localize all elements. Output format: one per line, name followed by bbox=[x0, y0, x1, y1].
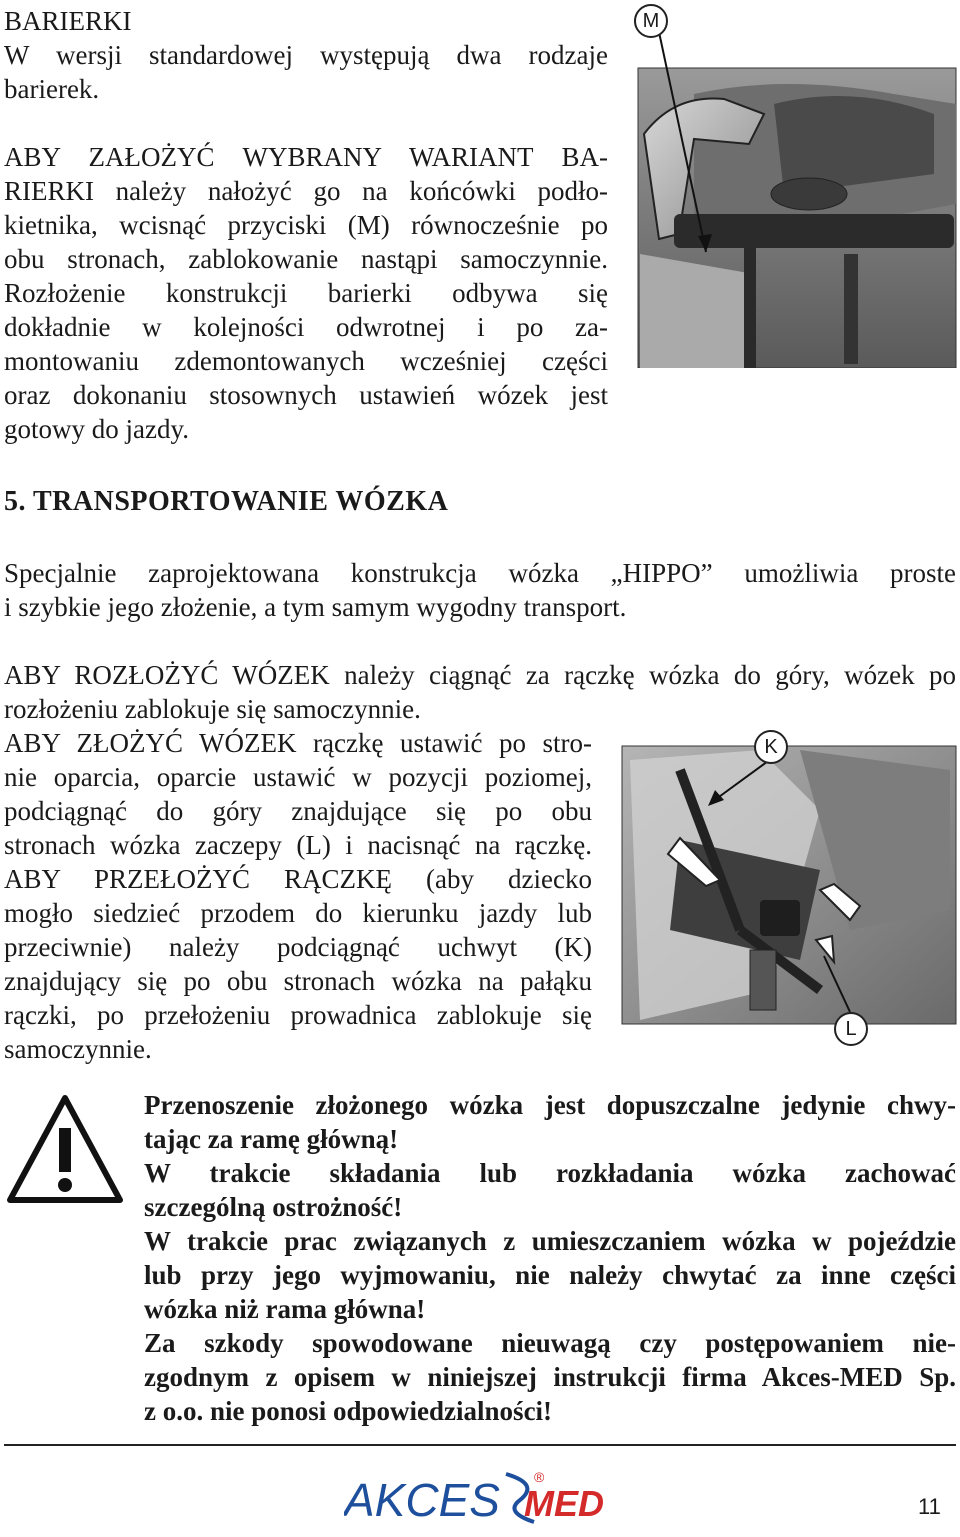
transport-paragraph-3 bbox=[4, 726, 592, 1066]
paragraph-line: stronach wózka zaczepy (L) i nacisnąć na rączkę. bbox=[4, 830, 592, 860]
paragraph-line: i szybkie jego złożenie, a tym samym wygodny transport. bbox=[4, 592, 627, 622]
callout-k: K bbox=[754, 730, 788, 764]
body-line: montowaniu zdemontowanych wcześniej części bbox=[4, 346, 608, 376]
spacer bbox=[4, 106, 608, 140]
logo-part-akces: AKCES bbox=[344, 1474, 500, 1526]
warning-line: Za szkody spowodowane nieuwagą czy postępowaniem nie- bbox=[144, 1328, 956, 1358]
body-line: gotowy do jazdy. bbox=[4, 414, 189, 444]
figure-fold-photo bbox=[620, 730, 958, 1050]
fold-photo-illustration bbox=[620, 730, 958, 1050]
transport-paragraph-2 bbox=[4, 658, 956, 726]
logo-part-med: MED bbox=[524, 1483, 604, 1524]
paragraph-line: rączki, po przełożeniu prowadnica zablokuje się bbox=[4, 1000, 592, 1030]
paragraph-line: znajdujący się po obu stronach wózka na pałąku bbox=[4, 966, 592, 996]
registered-mark: ® bbox=[534, 1469, 545, 1485]
page-number: 11 bbox=[918, 1494, 941, 1519]
body-line: oraz dokonaniu stosownych ustawień wózek jest bbox=[4, 380, 608, 410]
paragraph-line: rozłożeniu zablokuje się samoczynnie. bbox=[4, 694, 421, 724]
callout-m: M bbox=[634, 4, 668, 38]
body-line: Rozłożenie konstrukcji barierki odbywa się bbox=[4, 278, 608, 308]
warning-line: W trakcie prac związanych z umieszczaniem wózka w pojeździe bbox=[144, 1226, 956, 1256]
paragraph-line: nie oparcia, oparcie ustawić w pozycji poziomej, bbox=[4, 762, 592, 792]
warning-text bbox=[144, 1088, 956, 1428]
intro-line: barierek. bbox=[4, 74, 100, 104]
section-heading: 5. TRANSPORTOWANIE WÓZKA bbox=[4, 486, 449, 517]
body-line: ABY ZAŁOŻYĆ WYBRANY WARIANT BA- bbox=[4, 142, 608, 172]
warning-line: z o.o. nie ponosi odpowiedzialności! bbox=[144, 1396, 553, 1426]
body-line: RIERKI należy nałożyć go na końcówki podło- bbox=[4, 176, 608, 206]
paragraph-line: ABY PRZEŁOŻYĆ RĄCZKĘ (aby dziecko bbox=[4, 864, 592, 894]
warning-line: tając za ramę główną! bbox=[144, 1124, 399, 1154]
logo-graphic bbox=[344, 1466, 624, 1526]
body-line: kietnika, wcisnąć przyciski (M) równocześnie po bbox=[4, 210, 608, 240]
akcesmed-logo bbox=[344, 1466, 624, 1526]
paragraph-line: przeciwnie) należy podciągnąć uchwyt (K) bbox=[4, 932, 592, 962]
warning-line: lub przy jego wyjmowaniu, nie należy chwytać za inne części bbox=[144, 1260, 956, 1290]
callout-l: L bbox=[834, 1012, 868, 1046]
intro-line: W wersji standardowej występują dwa rodzaje bbox=[4, 40, 608, 70]
warning-triangle-icon bbox=[6, 1094, 124, 1204]
paragraph-line: samoczynnie. bbox=[4, 1034, 152, 1064]
paragraph-line: ABY ROZŁOŻYĆ WÓZEK należy ciągnąć za rączkę wózka do góry, wózek po bbox=[4, 660, 956, 690]
warning-line: szczególną ostrożność! bbox=[144, 1192, 403, 1222]
warning-line: zgodnym z opisem w niniejszej instrukcji firma Akces-MED Sp. bbox=[144, 1362, 956, 1392]
section-title: BARIERKI bbox=[4, 6, 132, 36]
footer-divider bbox=[4, 1444, 956, 1446]
transport-paragraph-1 bbox=[4, 556, 956, 624]
body-line: dokładnie w kolejności odwrotnej i po za- bbox=[4, 312, 608, 342]
body-line: obu stronach, zablokowanie nastąpi samoczynnie. bbox=[4, 244, 608, 274]
barierki-section bbox=[4, 4, 608, 446]
warning-line: W trakcie składania lub rozkładania wózka zachować bbox=[144, 1158, 956, 1188]
barrier-photo-illustration bbox=[634, 4, 958, 368]
warning-line: wózka niż rama główna! bbox=[144, 1294, 426, 1324]
paragraph-line: mogło siedzieć przodem do kierunku jazdy lub bbox=[4, 898, 592, 928]
paragraph-line: ABY ZŁOŻYĆ WÓZEK rączkę ustawić po stro- bbox=[4, 728, 592, 758]
figure-barrier-photo bbox=[634, 4, 958, 368]
paragraph-line: Specjalnie zaprojektowana konstrukcja wózka „HIPPO” umożliwia proste bbox=[4, 558, 956, 588]
paragraph-line: podciągnąć do góry znajdujące się po obu bbox=[4, 796, 592, 826]
warning-line: Przenoszenie złożonego wózka jest dopuszczalne jedynie chwy- bbox=[144, 1090, 956, 1120]
